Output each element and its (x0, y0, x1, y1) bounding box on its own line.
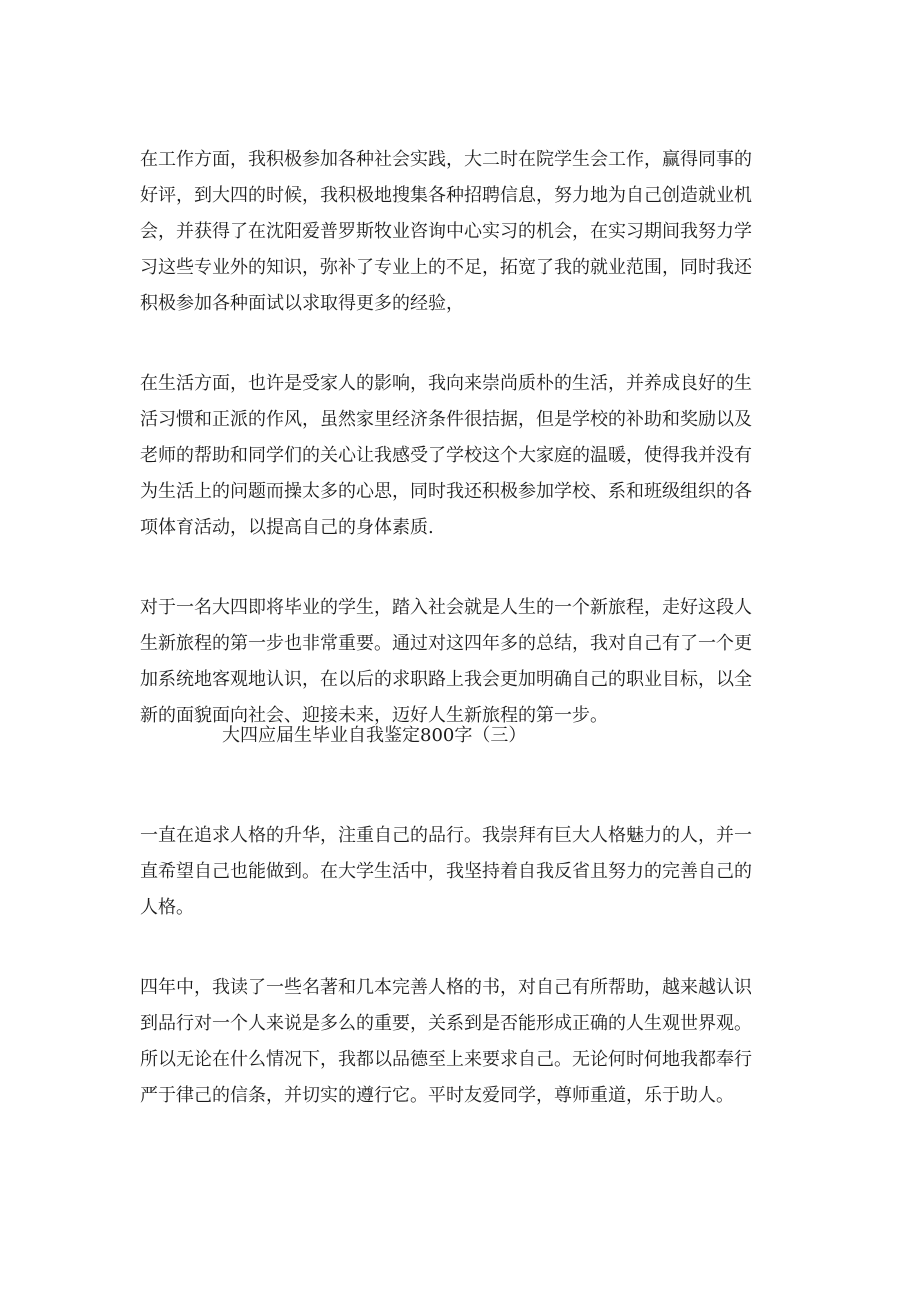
text-line: 在生活方面，也许是受家人的影响，我向来崇尚质朴的生活，并养成良好的生 (140, 373, 752, 394)
text-line: 直希望自己也能做到。在大学生活中，我坚持着自我反省且努力的完善自己的 (140, 861, 752, 882)
text-line: 加系统地客观地认识，在以后的求职路上我会更加明确自己的职业目标，以全 (140, 669, 752, 690)
text-line: 会，并获得了在沈阳爱普罗斯牧业咨询中心实习的机会，在实习期间我努力学 (140, 221, 752, 242)
paragraph-life (140, 366, 780, 546)
text-line: 四年中，我读了一些名著和几本完善人格的书，对自己有所帮助，越来越认识 (140, 977, 752, 998)
text-line: 人格。 (140, 897, 194, 918)
text-line: 对于一名大四即将毕业的学生，踏入社会就是人生的一个新旅程，走好这段人 (140, 597, 752, 618)
text-line: 活习惯和正派的作风，虽然家里经济条件很拮据，但是学校的补助和奖励以及 (140, 409, 752, 430)
text-line: 到品行对一个人来说是多么的重要，关系到是否能形成正确的人生观世界观。 (140, 1013, 752, 1034)
paragraph-work (140, 142, 780, 322)
text-line: 在工作方面，我积极参加各种社会实践，大二时在院学生会工作，赢得同事的 (140, 149, 752, 170)
paragraph-summary (140, 590, 780, 734)
text-line: 为生活上的问题而操太多的心思，同时我还积极参加学校、系和班级组织的各 (140, 481, 752, 502)
text-line: 所以无论在什么情况下，我都以品德至上来要求自己。无论何时何地我都奉行 (140, 1049, 752, 1070)
paragraph-character (140, 818, 780, 926)
text-line: 积极参加各种面试以求取得更多的经验， (140, 293, 464, 314)
text-line: 习这些专业外的知识，弥补了专业上的不足，拓宽了我的就业范围，同时我还 (140, 257, 752, 278)
text-line: 生新旅程的第一步也非常重要。通过对这四年多的总结，我对自己有了一个更 (140, 633, 752, 654)
text-line: 一直在追求人格的升华，注重自己的品行。我崇拜有巨大人格魅力的人，并一 (140, 825, 752, 846)
text-line: 好评，到大四的时候，我积极地搜集各种招聘信息，努力地为自己创造就业机 (140, 185, 752, 206)
section-heading: 大四应届生毕业自我鉴定800字（三） (222, 725, 527, 746)
text-line: 老师的帮助和同学们的关心让我感受了学校这个大家庭的温暖，使得我并没有 (140, 445, 752, 466)
text-line: 新的面貌面向社会、迎接未来，迈好人生新旅程的第一步。 (140, 705, 608, 726)
text-line: 项体育活动，以提高自己的身体素质. (140, 517, 434, 538)
paragraph-four-years (140, 970, 780, 1114)
text-line: 严于律己的信条，并切实的遵行它。平时友爱同学，尊师重道，乐于助人。 (140, 1085, 734, 1106)
